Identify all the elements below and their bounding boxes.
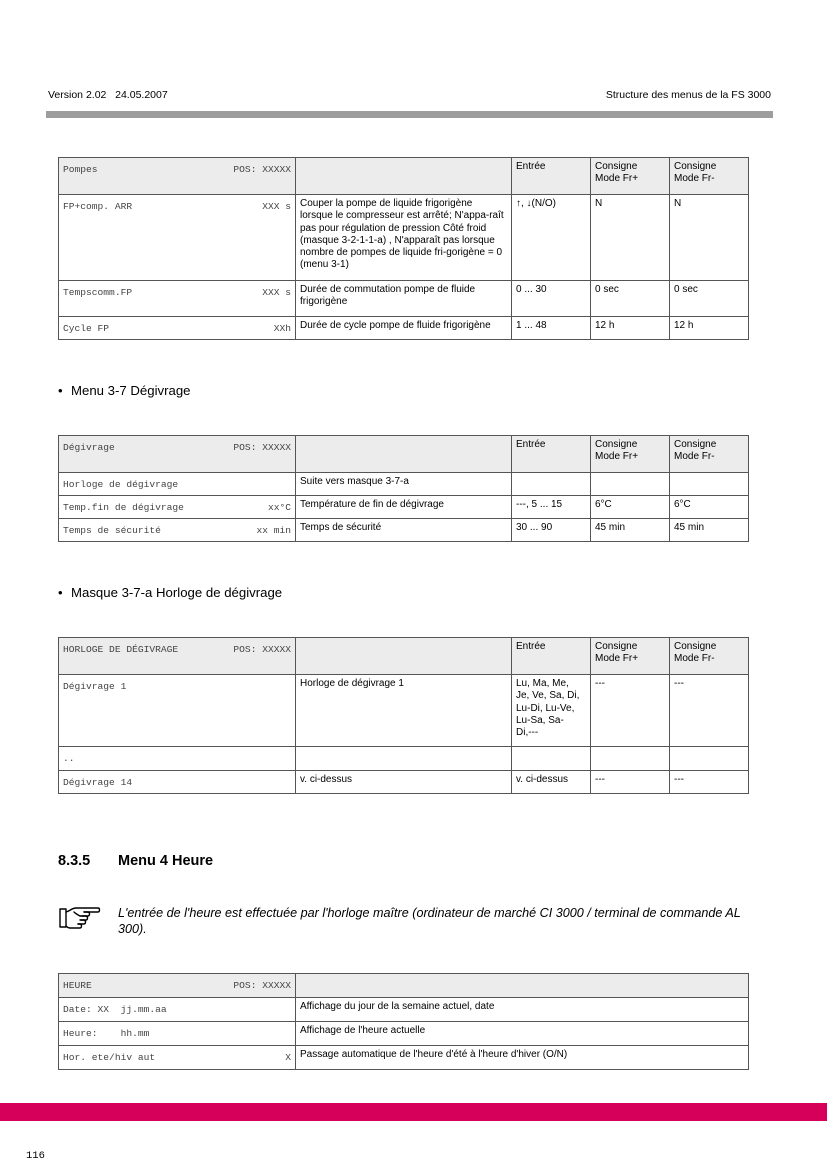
desc-cell: Temps de sécurité xyxy=(296,519,512,542)
menu-value: POS: XXXXX xyxy=(233,164,291,175)
entree-cell: 30 ... 90 xyxy=(512,519,591,542)
bullet-dot: • xyxy=(58,585,63,600)
menu-key: Dégivrage xyxy=(63,442,115,453)
menu-value: POS: XXXXX xyxy=(233,644,291,655)
desc-cell: Durée de commutation pompe de fluide frigorigène xyxy=(296,281,512,317)
desc-cell xyxy=(296,974,749,998)
consigne-fr-minus-cell: Consigne Mode Fr- xyxy=(670,638,749,675)
table-horloge-degivrage xyxy=(58,637,749,794)
menu-key-cell xyxy=(59,473,296,496)
entree-cell xyxy=(512,747,591,771)
desc-cell: Horloge de dégivrage 1 xyxy=(296,675,512,747)
menu-key: Hor. ete/hiv aut xyxy=(63,1052,156,1063)
header-divider-bar xyxy=(46,111,773,118)
menu-key-cell xyxy=(59,771,296,794)
menu-key-cell xyxy=(59,281,296,317)
table-pompes xyxy=(58,157,749,340)
footer-color-bar xyxy=(0,1103,827,1121)
section-title: Menu 4 Heure xyxy=(118,853,214,869)
table-row xyxy=(59,1046,749,1070)
desc-cell: v. ci-dessus xyxy=(296,771,512,794)
consigne-fr-minus-cell: 45 min xyxy=(670,519,749,542)
consigne-fr-minus-cell: Consigne Mode Fr- xyxy=(670,436,749,473)
section-number: 8.3.5 xyxy=(58,853,91,869)
menu-key-cell xyxy=(59,317,296,340)
pointing-hand-icon xyxy=(58,905,102,931)
entree-cell: Entrée xyxy=(512,638,591,675)
menu-key-cell xyxy=(59,496,296,519)
consigne-fr-plus-cell: Consigne Mode Fr+ xyxy=(591,436,670,473)
bullet-menu-degivrage xyxy=(58,383,191,398)
table-header-row xyxy=(59,158,749,195)
consigne-fr-plus-cell: 6°C xyxy=(591,496,670,519)
header-document-title: Structure des menus de la FS 3000 xyxy=(605,89,771,101)
bullet-text: Masque 3-7-a Horloge de dégivrage xyxy=(71,585,283,600)
consigne-fr-plus-cell xyxy=(591,747,670,771)
entree-cell: v. ci-dessus xyxy=(512,771,591,794)
consigne-fr-minus-cell: N xyxy=(670,195,749,281)
table-header-row xyxy=(59,974,749,998)
entree-cell: Entrée xyxy=(512,158,591,195)
table-row xyxy=(59,1022,749,1046)
entree-cell xyxy=(512,473,591,496)
menu-key-cell xyxy=(59,158,296,195)
menu-key: FP+comp. ARR xyxy=(63,201,133,212)
entree-cell: Lu, Ma, Me, Je, Ve, Sa, Di, Lu-Di, Lu-Ve, Lu-Sa, Sa- Di,--- xyxy=(512,675,591,747)
header-version: Version 2.02 24.05.2007 xyxy=(48,89,168,101)
table-row xyxy=(59,281,749,317)
desc-cell xyxy=(296,638,512,675)
menu-key: Pompes xyxy=(63,164,98,175)
menu-key: Heure: hh.mm xyxy=(63,1028,150,1039)
note-text: L'entrée de l'heure est effectuée par l'horloge maître (ordinateur de marché CI 3000 / terminal de commande AL 300). xyxy=(118,906,741,936)
table-row xyxy=(59,496,749,519)
desc-cell: Passage automatique de l'heure d'été à l'heure d'hiver (O/N) xyxy=(296,1046,749,1070)
consigne-fr-plus-cell: 12 h xyxy=(591,317,670,340)
table-row xyxy=(59,675,749,747)
menu-key-cell xyxy=(59,675,296,747)
menu-key-cell xyxy=(59,1046,296,1070)
menu-value: XXX s xyxy=(262,287,291,298)
table-row xyxy=(59,519,749,542)
menu-key-cell xyxy=(59,436,296,473)
table-row xyxy=(59,195,749,281)
menu-key-cell xyxy=(59,998,296,1022)
menu-key-cell xyxy=(59,519,296,542)
menu-key: Dégivrage 1 xyxy=(63,681,127,692)
consigne-fr-minus-cell: Consigne Mode Fr- xyxy=(670,158,749,195)
consigne-fr-minus-cell: --- xyxy=(670,771,749,794)
menu-key: HORLOGE DE DÉGIVRAGE xyxy=(63,644,179,655)
table-header-row xyxy=(59,638,749,675)
menu-key: .. xyxy=(63,753,75,764)
consigne-fr-minus-cell xyxy=(670,747,749,771)
desc-cell: Température de fin de dégivrage xyxy=(296,496,512,519)
menu-key: Date: XX jj.mm.aa xyxy=(63,1004,167,1015)
menu-key-cell xyxy=(59,974,296,998)
menu-key: Temps de sécurité xyxy=(63,525,161,536)
table-header-row xyxy=(59,436,749,473)
desc-cell xyxy=(296,158,512,195)
consigne-fr-minus-cell: 6°C xyxy=(670,496,749,519)
menu-value: POS: XXXXX xyxy=(233,442,291,453)
consigne-fr-plus-cell: Consigne Mode Fr+ xyxy=(591,158,670,195)
consigne-fr-minus-cell: --- xyxy=(670,675,749,747)
bullet-dot: • xyxy=(58,383,63,398)
menu-key: HEURE xyxy=(63,980,92,991)
table-row xyxy=(59,998,749,1022)
desc-cell: Durée de cycle pompe de fluide frigorigène xyxy=(296,317,512,340)
consigne-fr-plus-cell: --- xyxy=(591,675,670,747)
table-degivrage xyxy=(58,435,749,542)
consigne-fr-plus-cell: N xyxy=(591,195,670,281)
menu-value: xx°C xyxy=(267,502,291,513)
entree-cell: Entrée xyxy=(512,436,591,473)
consigne-fr-minus-cell xyxy=(670,473,749,496)
consigne-fr-plus-cell: 0 sec xyxy=(591,281,670,317)
desc-cell xyxy=(296,747,512,771)
entree-cell: ↑, ↓(N/O) xyxy=(512,195,591,281)
menu-key: Horloge de dégivrage xyxy=(63,479,179,490)
menu-value: POS: XXXXX xyxy=(233,980,291,991)
desc-cell xyxy=(296,436,512,473)
menu-value: XXX s xyxy=(262,201,291,212)
page-number: 116 xyxy=(26,1150,45,1162)
consigne-fr-plus-cell: Consigne Mode Fr+ xyxy=(591,638,670,675)
menu-key: Dégivrage 14 xyxy=(63,777,133,788)
consigne-fr-plus-cell: 45 min xyxy=(591,519,670,542)
table-row xyxy=(59,473,749,496)
desc-cell: Couper la pompe de liquide frigorigène lorsque le compresseur est arrêté; N'appa-raît pas pour régulation de pression Côté froid (masque 3-2-1-1-a) , N'apparaît pas lorsque nombre de pompes de liquide fri-gorigène = 0 (menu 3-1) xyxy=(296,195,512,281)
table-row xyxy=(59,747,749,771)
menu-value: XXh xyxy=(273,323,291,334)
consigne-fr-minus-cell: 12 h xyxy=(670,317,749,340)
entree-cell: 0 ... 30 xyxy=(512,281,591,317)
consigne-fr-minus-cell: 0 sec xyxy=(670,281,749,317)
menu-key-cell xyxy=(59,747,296,771)
menu-value: X xyxy=(285,1052,291,1063)
desc-cell: Affichage du jour de la semaine actuel, date xyxy=(296,998,749,1022)
desc-cell: Suite vers masque 3-7-a xyxy=(296,473,512,496)
desc-cell: Affichage de l'heure actuelle xyxy=(296,1022,749,1046)
bullet-masque-horloge xyxy=(58,585,282,600)
menu-key-cell xyxy=(59,1022,296,1046)
entree-cell: 1 ... 48 xyxy=(512,317,591,340)
menu-key-cell xyxy=(59,195,296,281)
table-row xyxy=(59,317,749,340)
menu-value: xx min xyxy=(256,525,291,536)
menu-key: Cycle FP xyxy=(63,323,110,334)
table-heure xyxy=(58,973,749,1070)
bullet-text: Menu 3-7 Dégivrage xyxy=(71,383,191,398)
entree-cell: ---, 5 ... 15 xyxy=(512,496,591,519)
consigne-fr-plus-cell: --- xyxy=(591,771,670,794)
table-row xyxy=(59,771,749,794)
menu-key-cell xyxy=(59,638,296,675)
consigne-fr-plus-cell xyxy=(591,473,670,496)
menu-key: Tempscomm.FP xyxy=(63,287,133,298)
menu-key: Temp.fin de dégivrage xyxy=(63,502,184,513)
